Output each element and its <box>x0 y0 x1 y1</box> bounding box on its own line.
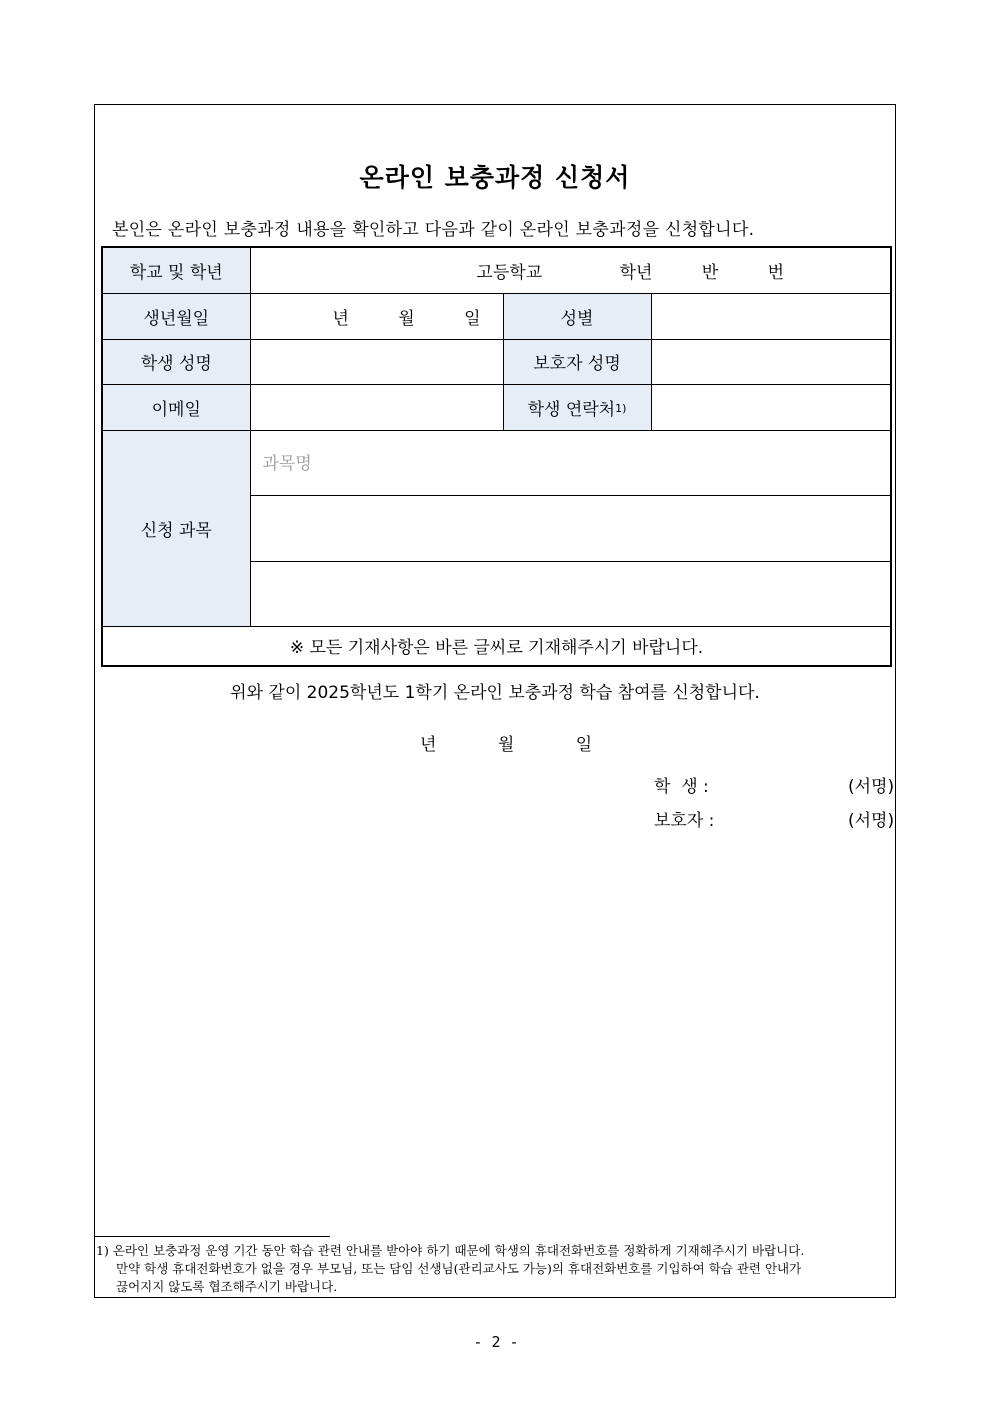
school-suffix: 고등학교 <box>476 262 543 283</box>
number-suffix: 번 <box>767 262 785 283</box>
notice-row <box>102 626 891 666</box>
school-field[interactable] <box>250 247 891 293</box>
footnote-marker: 1) <box>96 1243 109 1258</box>
page-number: - 2 - <box>473 1333 519 1351</box>
application-form-table <box>101 246 892 667</box>
birth-field[interactable] <box>250 293 503 339</box>
footnote-line-1 <box>96 1242 896 1260</box>
intro-text: 본인은 온라인 보충과정 내용을 확인하고 다음과 같이 온라인 보충과정을 신청합니다. <box>112 220 755 240</box>
date-year: 년 <box>420 735 437 755</box>
name-row <box>102 339 891 384</box>
footnote-line-2: 만약 학생 휴대전화번호가 없을 경우 부모님, 또는 담임 선생님(관리교사도 가능)의 휴대전화번호를 기입하여 학습 관련 안내가 <box>116 1261 802 1276</box>
date-line <box>420 730 592 755</box>
date-month: 월 <box>497 735 515 755</box>
birth-month-suffix: 월 <box>398 308 415 329</box>
student-signature-field[interactable]: (서명) <box>848 777 895 797</box>
school-row <box>102 247 891 293</box>
contact-row <box>102 384 891 430</box>
course-field-1[interactable]: 과목명 <box>250 430 891 495</box>
course-field-2[interactable] <box>250 495 891 561</box>
student-contact-label <box>503 384 651 430</box>
student-name-label: 학생 성명 <box>102 339 250 384</box>
gender-field[interactable] <box>651 293 891 339</box>
email-field[interactable] <box>250 384 503 430</box>
email-label: 이메일 <box>102 384 250 430</box>
grade-suffix: 학년 <box>619 262 653 283</box>
birth-row <box>102 293 891 339</box>
guardian-name-field[interactable] <box>651 339 891 384</box>
footnote-separator <box>94 1236 330 1237</box>
birth-label: 생년월일 <box>102 293 250 339</box>
footnote <box>96 1242 896 1296</box>
student-contact-field[interactable] <box>651 384 891 430</box>
school-label: 학교 및 학년 <box>102 247 250 293</box>
guardian-name-label: 보호자 성명 <box>503 339 651 384</box>
course-row-1 <box>102 430 891 495</box>
student-contact-label-text: 학생 연락처 <box>527 399 616 420</box>
gender-label: 성별 <box>503 293 651 339</box>
course-field-3[interactable] <box>250 561 891 626</box>
footnote-ref: 1) <box>615 401 627 415</box>
guardian-signature-field[interactable]: (서명) <box>848 811 895 831</box>
notice-text: ※ 모든 기재사항은 바른 글씨로 기재해주시기 바랍니다. <box>102 626 891 666</box>
date-day: 일 <box>575 735 593 755</box>
student-name-field[interactable] <box>250 339 503 384</box>
closing-statement: 위와 같이 2025학년도 1학기 온라인 보충과정 학습 참여를 신청합니다. <box>230 683 760 703</box>
class-suffix: 반 <box>701 262 719 283</box>
guardian-signature-label: 보호자 : <box>654 811 715 831</box>
footnote-line-3: 끊어지지 않도록 협조해주시기 바랍니다. <box>116 1279 338 1294</box>
document-title: 온라인 보충과정 신청서 <box>359 163 631 192</box>
footnote-text-1: 온라인 보충과정 운영 기간 동안 학습 관련 안내를 받아야 하기 때문에 학생의 휴대전화번호를 정확하게 기재해주시기 바랍니다. <box>112 1243 805 1258</box>
course-label: 신청 과목 <box>102 430 250 626</box>
student-signature-label: 학 생 : <box>654 777 709 797</box>
birth-day-suffix: 일 <box>464 308 481 329</box>
birth-year-suffix: 년 <box>332 308 349 329</box>
